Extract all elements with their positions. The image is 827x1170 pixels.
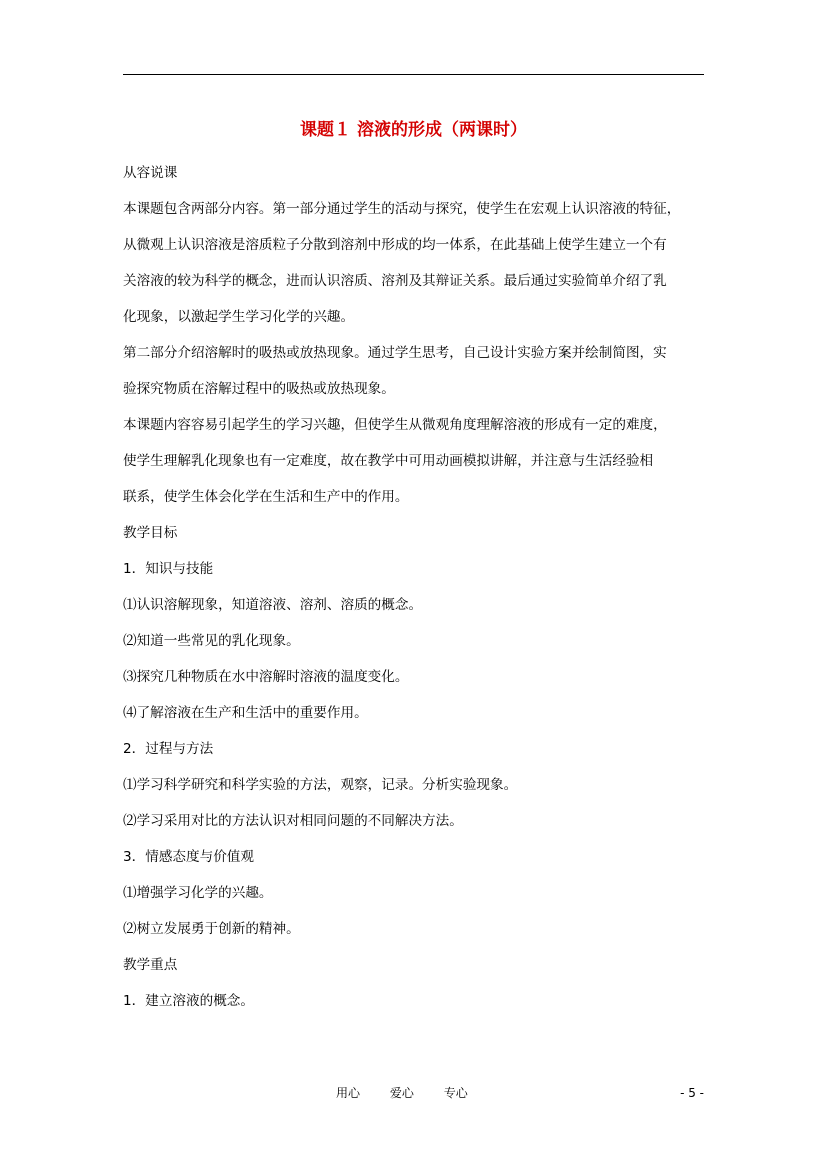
paragraph-line: 化现象，以激起学生学习化学的兴趣。 [123, 309, 355, 325]
list-item: ⑶探究几种物质在水中溶解时溶液的温度变化。 [123, 669, 409, 685]
list-item: ⑴增强学习化学的兴趣。 [123, 885, 273, 901]
list-heading: 3．情感态度与价值观 [123, 849, 254, 865]
list-item: ⑴认识溶解现象，知道溶液、溶剂、溶质的概念。 [123, 597, 423, 613]
paragraph-line: 第二部分介绍溶解时的吸热或放热现象。通过学生思考，自己设计实验方案并绘制简图，实 [123, 345, 667, 361]
header-rule [123, 74, 704, 75]
paragraph-line: 本课题内容容易引起学生的学习兴趣，但使学生从微观角度理解溶液的形成有一定的难度， [123, 417, 667, 433]
document-title: 课题１ 溶液的形成（两课时） [300, 120, 527, 140]
footer-slogan: 用心 [336, 1086, 361, 1100]
list-item: ⑷了解溶液在生产和生活中的重要作用。 [123, 705, 368, 721]
list-item: 1．建立溶液的概念。 [123, 993, 254, 1009]
document-body [123, 155, 704, 1019]
footer-slogans [336, 1082, 494, 1104]
footer-slogan: 专心 [443, 1086, 468, 1100]
paragraph-line: 联系，使学生体会化学在生活和生产中的作用。 [123, 489, 409, 505]
list-item: ⑵树立发展勇于创新的精神。 [123, 921, 300, 937]
paragraph-line: 使学生理解乳化现象也有一定难度，故在教学中可用动画模拟讲解，并注意与生活经验相 [123, 453, 654, 469]
list-item: ⑴学习科学研究和科学实验的方法，观察，记录。分析实验现象。 [123, 777, 518, 793]
page-footer [0, 1082, 827, 1104]
page-number: - 5 - [680, 1086, 704, 1100]
paragraph-line: 验探究物质在溶解过程中的吸热或放热现象。 [123, 381, 395, 397]
section-heading-intro: 从容说课 [123, 165, 178, 181]
list-heading: 1．知识与技能 [123, 561, 214, 577]
list-heading: 2．过程与方法 [123, 741, 214, 757]
paragraph-line: 本课题包含两部分内容。第一部分通过学生的活动与探究，使学生在宏观上认识溶液的特征， [123, 201, 681, 217]
list-item: ⑵知道一些常见的乳化现象。 [123, 633, 300, 649]
paragraph-line: 关溶液的较为科学的概念，进而认识溶质、溶剂及其辩证关系。最后通过实验简单介绍了乳 [123, 273, 667, 289]
section-heading-key-points: 教学重点 [123, 957, 178, 973]
paragraph-line: 从微观上认识溶液是溶质粒子分散到溶剂中形成的均一体系，在此基础上使学生建立一个有 [123, 237, 667, 253]
section-heading-objectives: 教学目标 [123, 525, 178, 541]
footer-slogan: 爱心 [389, 1086, 414, 1100]
list-item: ⑵学习采用对比的方法认识对相同问题的不同解决方法。 [123, 813, 463, 829]
